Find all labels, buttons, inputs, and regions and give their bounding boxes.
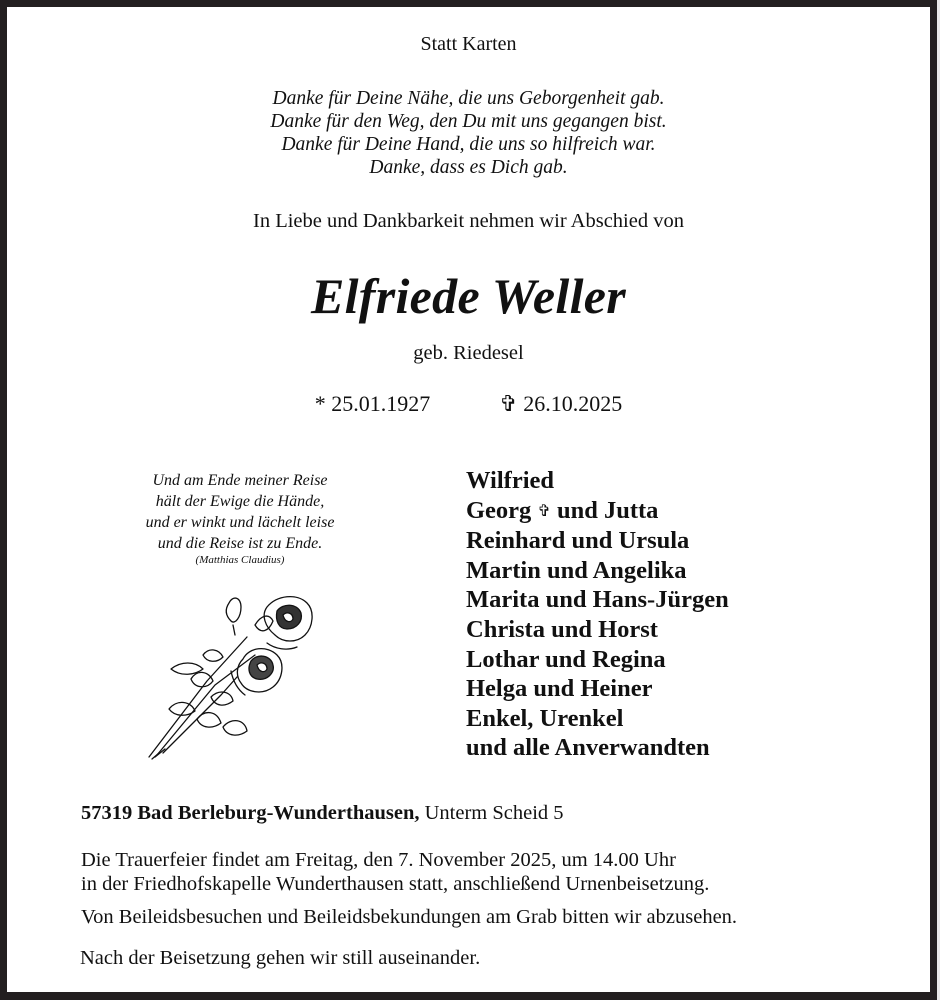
family-member: Marita und Hans-Jürgen xyxy=(466,586,729,614)
deceased-cross-icon: ✞ xyxy=(537,502,551,520)
maiden-name: geb. Riedesel xyxy=(413,342,524,364)
death-cross-icon: ✞ xyxy=(499,391,518,416)
ceremony-line: Die Trauerfeier findet am Freitag, den 7. November 2025, um 14.00 Uhr xyxy=(81,849,676,871)
birth-star-icon: * xyxy=(314,391,326,416)
quote-author: (Matthias Claudius) xyxy=(195,554,285,566)
poem xyxy=(7,87,930,179)
quote-line: und die Reise ist zu Ende. xyxy=(157,535,323,552)
family-member: Georg ✞ und Jutta xyxy=(466,496,659,524)
family-member: Helga und Heiner xyxy=(466,675,653,703)
family-member: Lothar und Regina xyxy=(466,645,666,673)
deceased-name: Elfriede Weller xyxy=(310,268,627,324)
quote-line: hält der Ewige die Hände, xyxy=(155,493,325,510)
quote-line: und er winkt und lächelt leise xyxy=(145,514,335,531)
address-street: Unterm Scheid 5 xyxy=(424,802,564,824)
birth-date: 25.01.1927 xyxy=(331,391,431,416)
life-dates xyxy=(7,391,930,417)
poem-line: Danke für Deine Nähe, die uns Geborgenheit gab. xyxy=(272,88,665,109)
poem-line: Danke für Deine Hand, die uns so hilfreich war. xyxy=(281,134,656,155)
poem-line: Danke, dass es Dich gab. xyxy=(369,157,568,178)
death-date: 26.10.2025 xyxy=(523,391,623,416)
closing-note: Nach der Beisetzung gehen wir still auseinander. xyxy=(80,947,481,969)
poem-line: Danke für den Weg, den Du mit uns gegangen bist. xyxy=(270,111,667,132)
family-list xyxy=(466,466,729,763)
ceremony-line: in der Friedhofskapelle Wunderthausen statt, anschließend Urnenbeisetzung. xyxy=(81,873,710,895)
intro-text: In Liebe und Dankbarkeit nehmen wir Abschied von xyxy=(253,210,684,232)
condolence-note: Von Beileidsbesuchen und Beileidsbekundungen am Grab bitten wir abzusehen. xyxy=(81,906,738,928)
quote-line: Und am Ende meiner Reise xyxy=(152,472,328,489)
rose-illustration-icon xyxy=(137,585,327,763)
family-member: Enkel, Urenkel xyxy=(466,704,624,732)
family-member: Wilfried xyxy=(466,467,555,494)
address-place: 57319 Bad Berleburg-Wunderthausen, xyxy=(81,802,420,824)
header-statt-karten: Statt Karten xyxy=(420,33,517,55)
family-member: Christa und Horst xyxy=(466,615,658,643)
family-member: Reinhard und Ursula xyxy=(466,527,690,555)
ceremony-info xyxy=(81,848,709,896)
family-member: Martin und Angelika xyxy=(466,556,687,584)
mourning-address xyxy=(81,802,564,825)
quote-block xyxy=(99,470,381,567)
family-member: und alle Anverwandten xyxy=(466,734,710,762)
obituary-notice xyxy=(7,7,930,992)
